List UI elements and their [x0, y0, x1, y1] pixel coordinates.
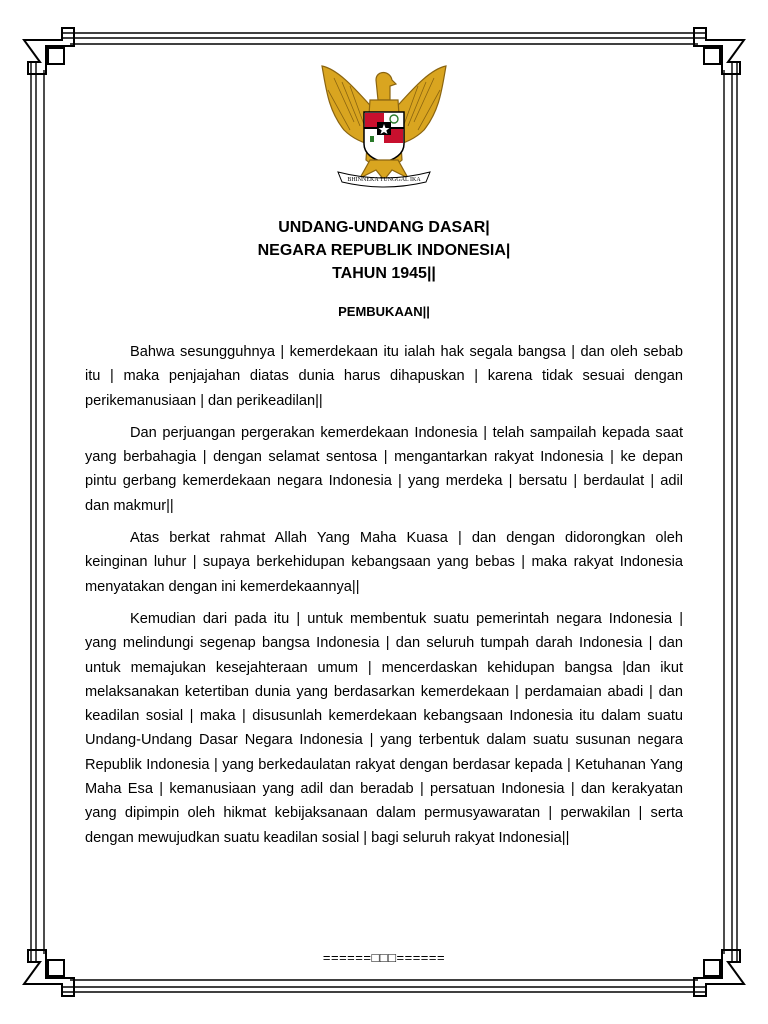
paragraph: Dan perjuangan pergerakan kemerdekaan Indonesia | telah sampailah kepada saat yang berbahagia | dengan selamat sentosa | mengantarkan rakyat Indonesia | ke depan pintu gerbang kemerdekaan negara Indonesia | yang merdeka | bersatu | berdaulat | adil dan makmur||: [85, 424, 683, 514]
title-line: NEGARA REPUBLIK INDONESIA|: [257, 242, 511, 259]
closing-separator: ======□□□======: [322, 950, 446, 965]
paragraph: Kemudian dari pada itu | untuk membentuk suatu pemerintah negara Indonesia | yang melindungi segenap bangsa Indonesia | dan seluruh tumpah darah Indonesia | dan untuk memajukan kesejahteraan umum | mencerdaskan kehidupan bangsa |dan ikut melaksanakan ketertiban dunia yang berdasarkan kemerdekaan | perdamaian abadi | dan keadilan sosial | maka | disusunlah kemerdekaan kebangsaan Indonesia itu dalam suatu Undang-Undang Dasar Negara Indonesia | yang terbentuk dalam suatu susunan negara Republik Indonesia | yang berkedaulatan rakyat dengan berdasar kepada | Ketuhanan Yang Maha Esa | kemanusiaan yang adil dan beradab | persatuan Indonesia | dan kerakyatan yang dipimpin oleh hikmat kebijaksanaan dalam permusyawaratan | perwakilan | serta dengan mewujudkan suatu keadilan sosial | bagi seluruh rakyat Indonesia||: [85, 610, 683, 846]
section-title: PEMBUKAAN||: [338, 304, 430, 319]
paragraph: Bahwa sesungguhnya | kemerdekaan itu ialah hak segala bangsa | dan oleh sebab itu | maka penjajahan diatas dunia harus dihapuskan | karena tidak sesuai dengan perikemanusiaan | dan perikeadilan||: [85, 344, 683, 409]
document-title: [0, 216, 768, 285]
paragraph: Atas berkat rahmat Allah Yang Maha Kuasa | dan dengan didorongkan oleh keinginan luhur | supaya berkehidupan kebangsaan yang bebas | maka rakyat Indonesia menyatakan dengan ini kemerdekaannya||: [85, 530, 683, 595]
title-line: TAHUN 1945||: [332, 265, 436, 282]
preamble-body: [85, 340, 683, 858]
title-line: UNDANG-UNDANG DASAR|: [278, 219, 490, 236]
garuda-pancasila-emblem: [314, 60, 454, 190]
emblem-motto: BHINNEKA TUNGGAL IKA: [347, 177, 421, 183]
